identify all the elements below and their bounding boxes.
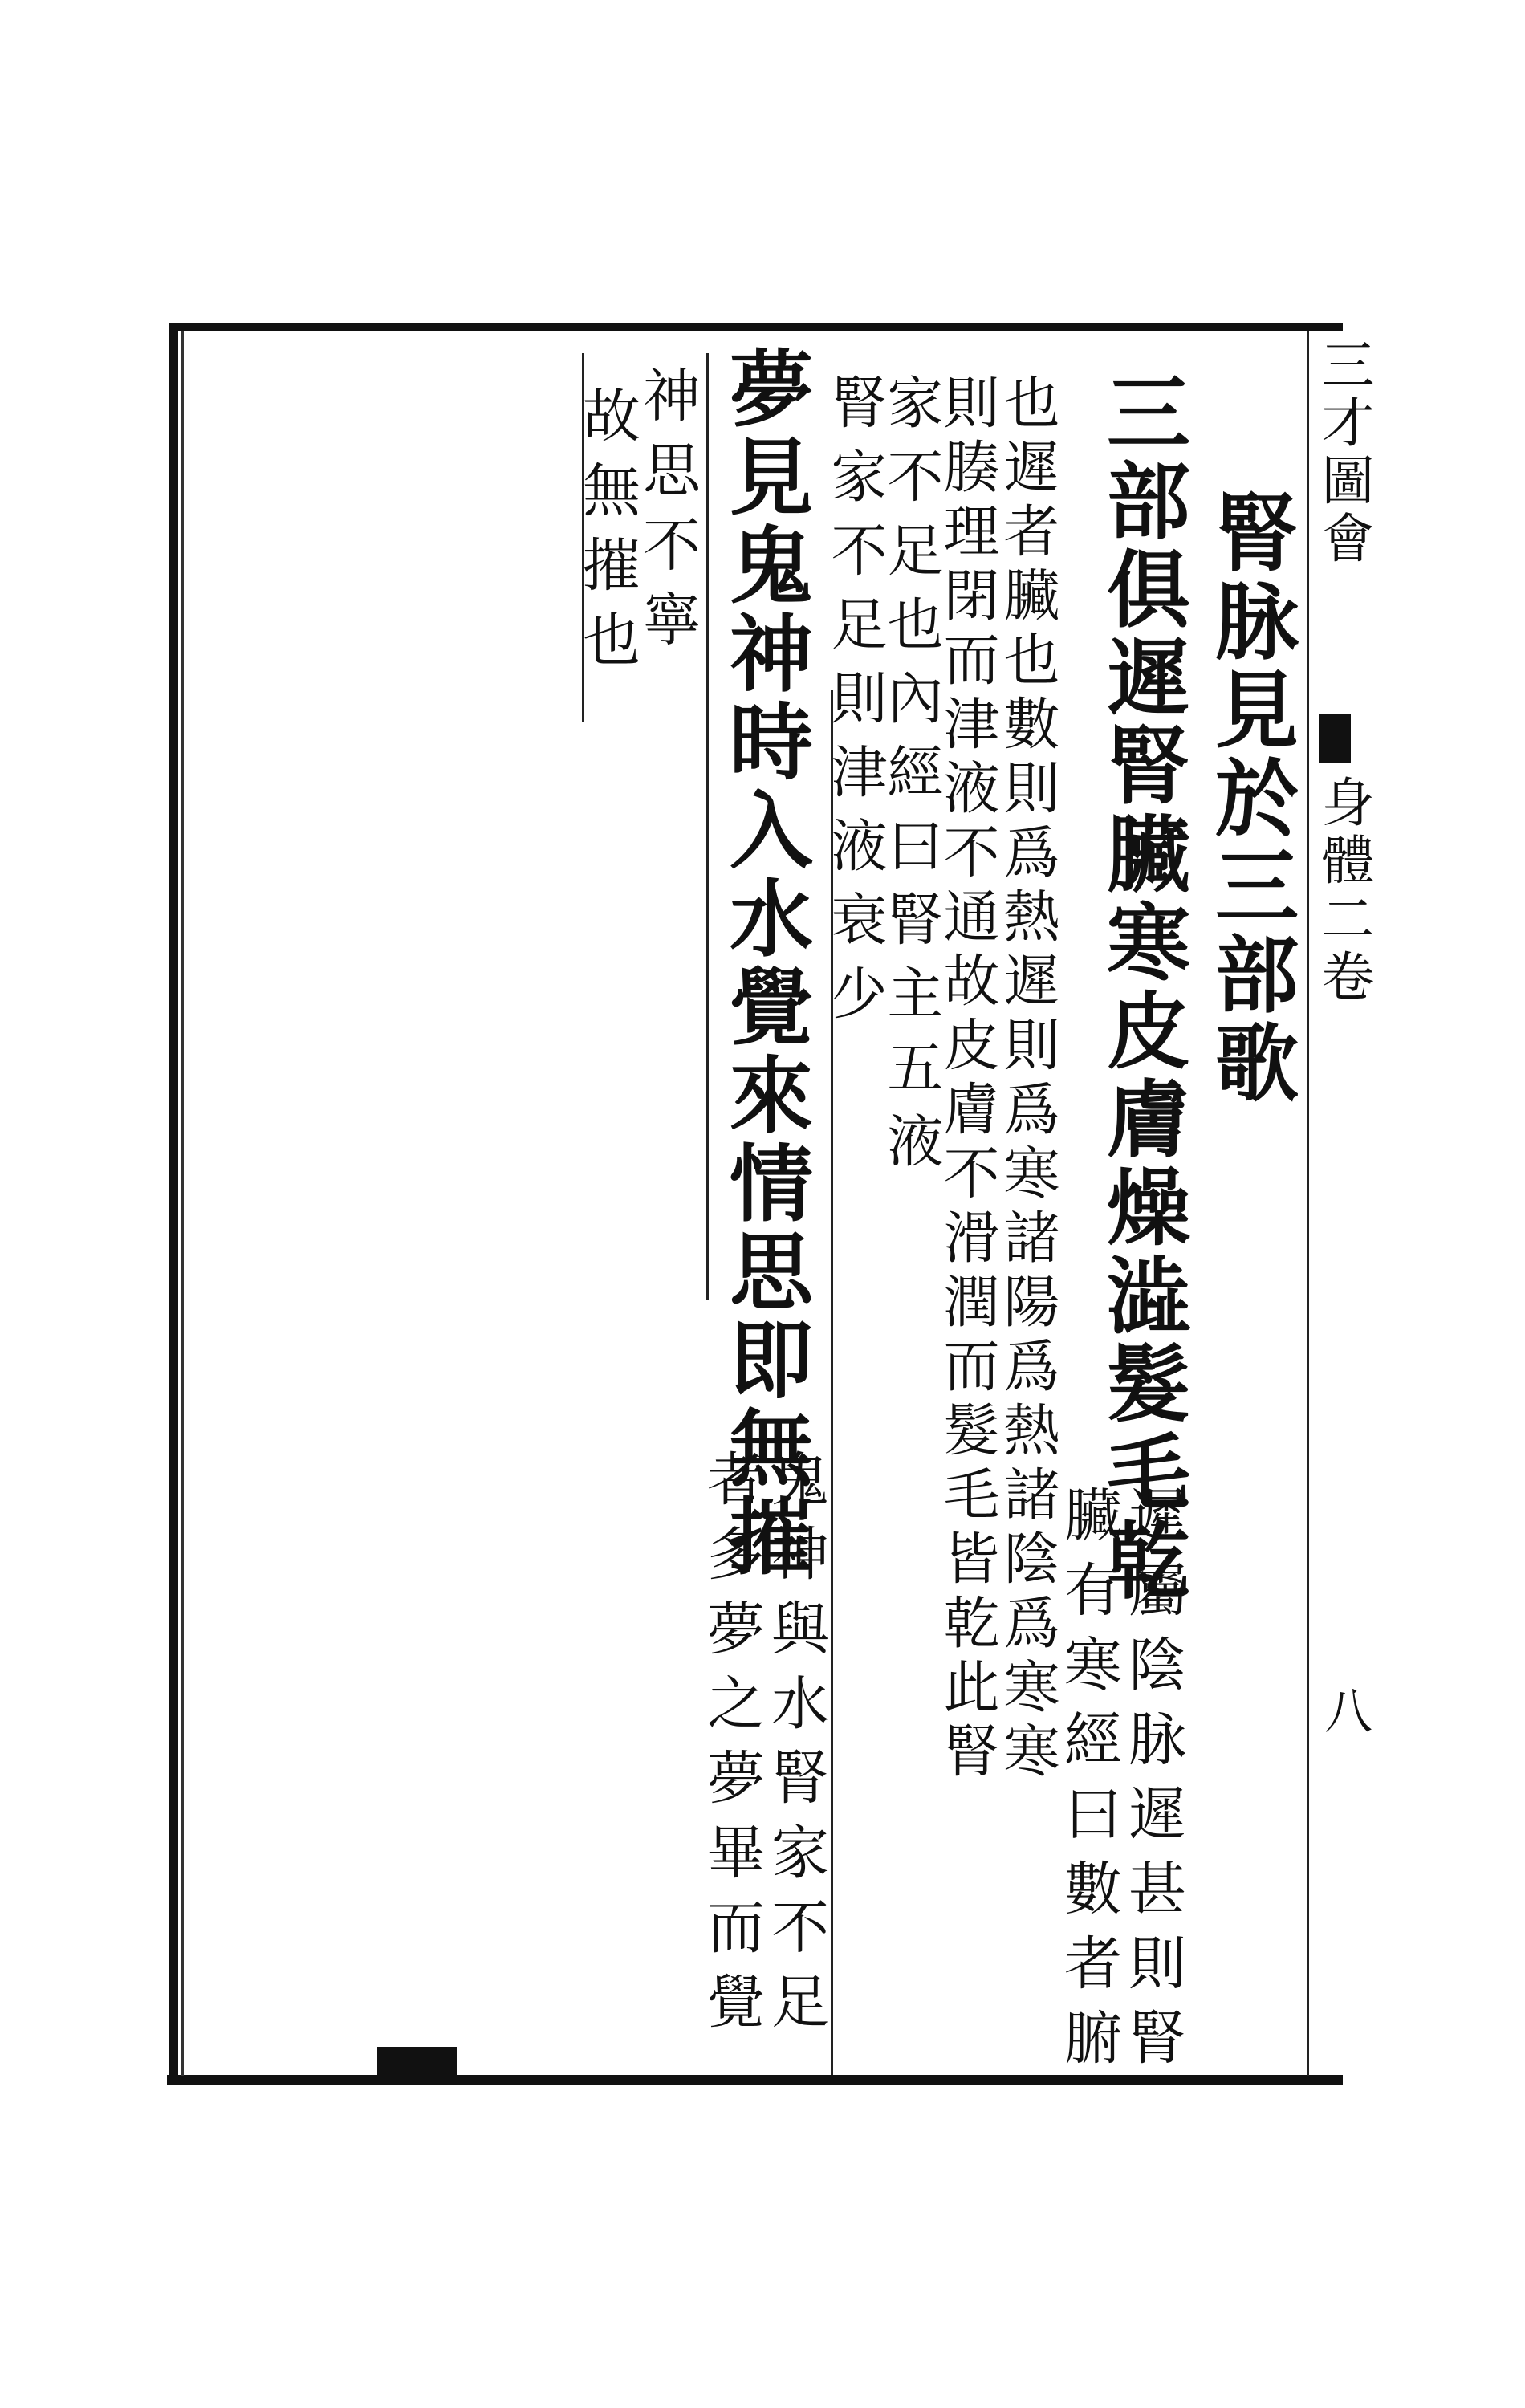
commentary-line: 故無摧也 [573, 385, 640, 684]
page-border-inner [181, 331, 184, 2076]
verse-line-2: 夢見鬼神時入水覺來情思即無摧 [715, 345, 814, 1581]
section-heading: 腎脉見於三部歌 [1201, 490, 1299, 1108]
commentary-line: 也遲者臟也數則爲熱遲則爲寒諸陽爲熱諸陰爲寒寒 [994, 373, 1060, 1786]
page-border-left [169, 323, 178, 2085]
column-rule [706, 353, 709, 1300]
commentary-line: 神思不寧 [633, 365, 701, 664]
book-title: 三才圖會 [1312, 337, 1374, 568]
section-label: 身體 [1312, 775, 1374, 890]
page-border-top [175, 323, 1343, 331]
commentary-line: 鬼神與水腎家不足 [762, 1449, 829, 2046]
commentary-line: 腎家不足則津液衰少 [822, 373, 888, 1038]
column-rule [1307, 331, 1309, 2076]
ink-mark [377, 2047, 458, 2075]
commentary-line: 遲屬陰脉遲甚則腎 [1119, 1485, 1186, 2082]
commentary-line: 臟有寒經曰數者腑 [1055, 1485, 1122, 2082]
page-number: 八 [1316, 1686, 1372, 1734]
commentary-line: 者多夢之夢畢而覺 [697, 1449, 765, 2046]
commentary-line: 家不足也內經曰腎主五液 [878, 373, 944, 1186]
volume-label: 二卷 [1312, 891, 1374, 1007]
fishtail-mark [1319, 714, 1351, 763]
commentary-line: 則腠理閉而津液不通故皮膚不滑潤而髮毛皆乾此腎 [934, 373, 1000, 1786]
verse-line-1: 三部俱遲腎臟寒皮膚燥澁髮毛乾 [1092, 369, 1191, 1605]
